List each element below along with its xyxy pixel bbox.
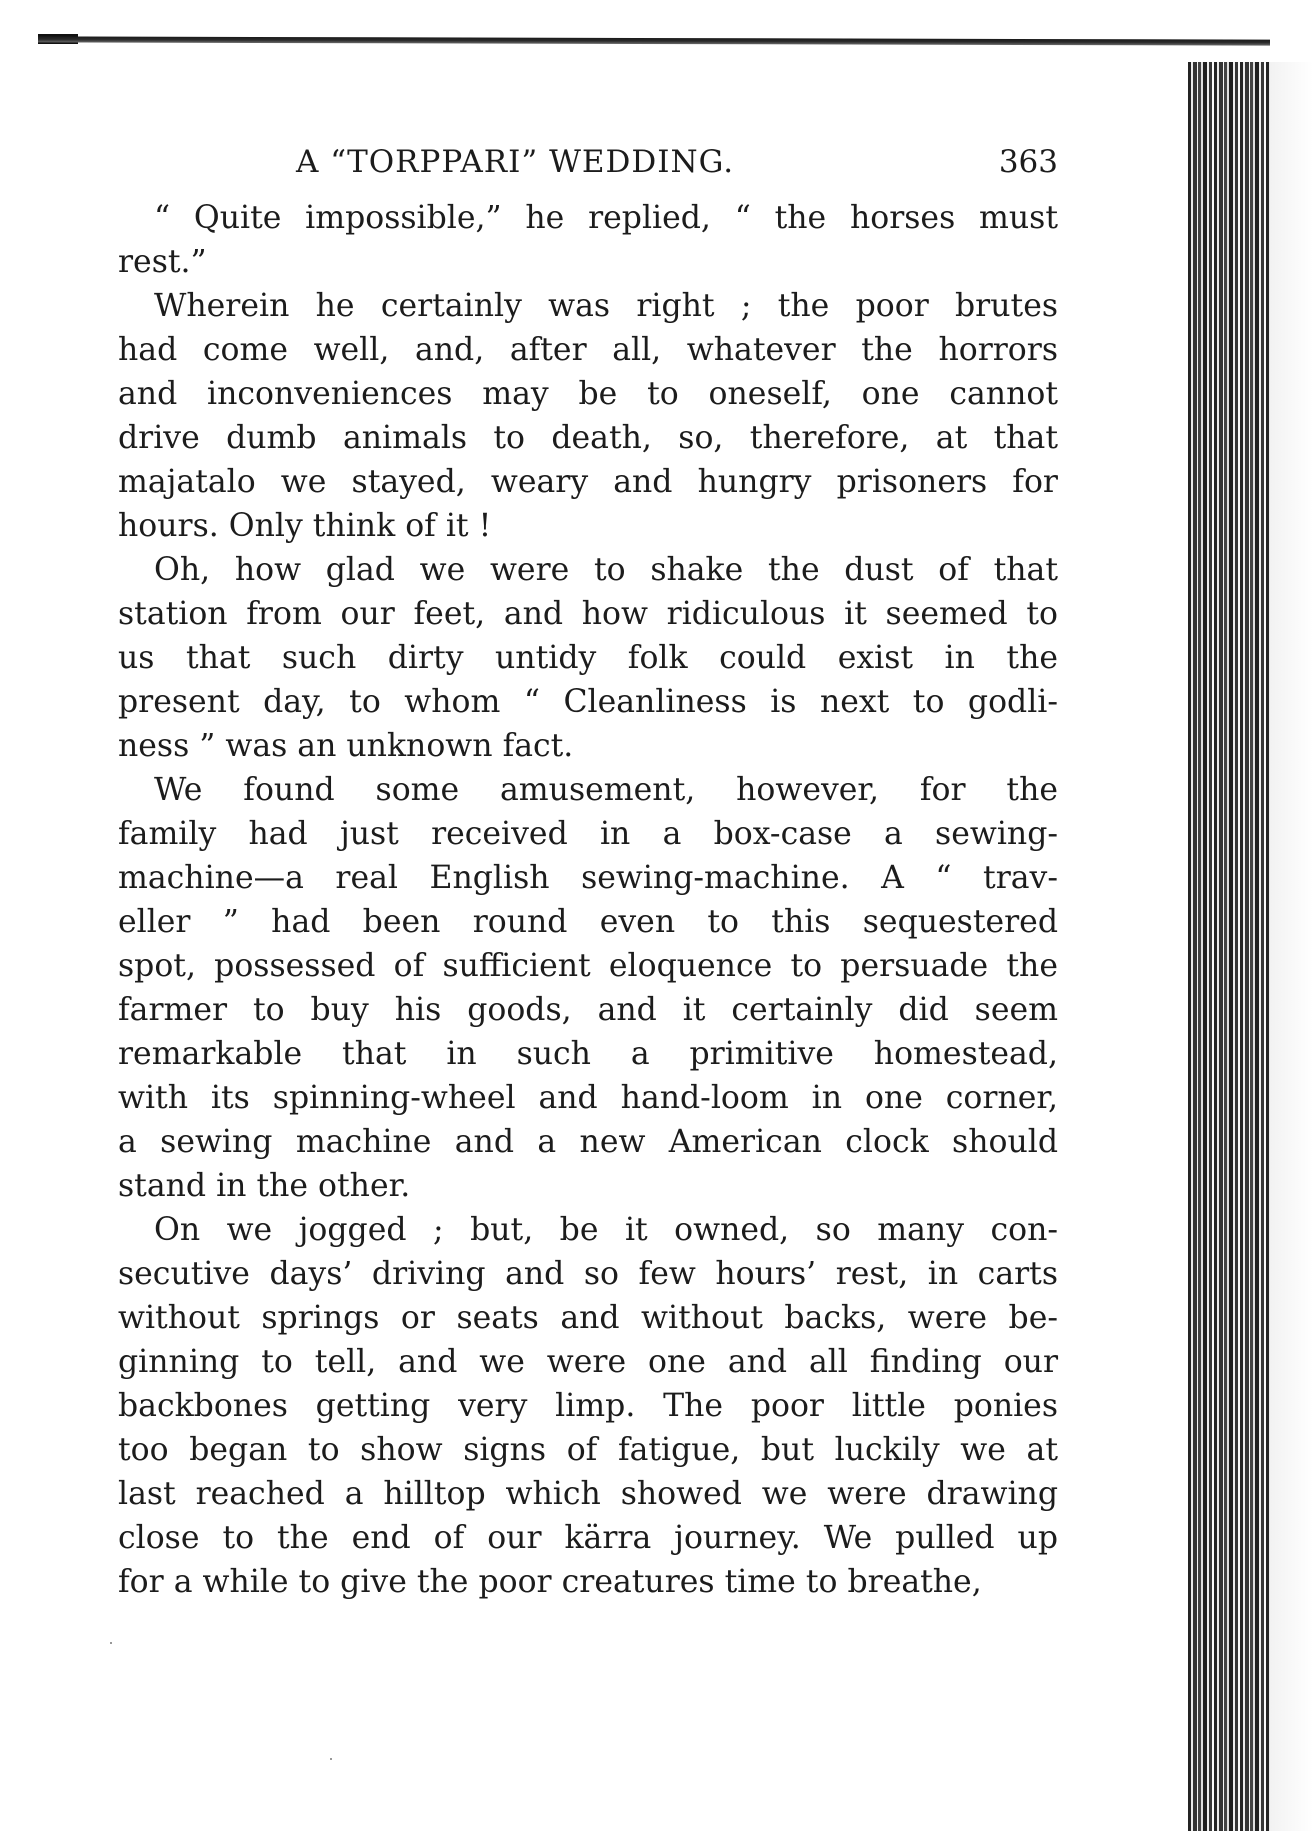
text-line: last reached a hilltop which showed we were drawing [118,1476,1058,1512]
page-number: 363 [998,144,1058,180]
text-line: with its spinning-wheel and hand-loom in one corner, [118,1080,1058,1116]
text-line: without springs or seats and without backs, were be- [118,1300,1058,1336]
paragraph [118,1208,1058,1604]
body-text [118,196,1058,1604]
text-line: had come well, and, after all, whatever the horrors [118,332,1058,368]
top-rule [38,36,1270,45]
text-line: On we jogged ; but, be it owned, so many con- [154,1212,1058,1248]
text-line: us that such dirty untidy folk could exist in the [118,640,1058,676]
text-line: too began to show signs of fatigue, but luckily we at [118,1432,1058,1468]
text-line: backbones getting very limp. The poor little ponies [118,1388,1058,1424]
text-line: for a while to give the poor creatures time to breathe, [118,1564,982,1600]
text-line: a sewing machine and a new American clock should [118,1124,1058,1160]
paragraph [118,768,1058,1208]
binding-shadow [1270,62,1313,1831]
text-line: stand in the other. [118,1168,411,1204]
paragraph [118,548,1058,768]
text-line: Wherein he certainly was right ; the poor brutes [154,288,1058,324]
paragraph [118,196,1058,284]
text-line: “ Quite impossible,” he replied, “ the horses must [154,200,1058,236]
running-title: A “TORPPARI” WEDDING. [296,144,735,180]
text-line: We found some amusement, however, for the [154,772,1058,808]
text-line: secutive days’ driving and so few hours’ rest, in carts [118,1256,1058,1292]
text-line: ginning to tell, and we were one and all finding our [118,1344,1058,1380]
text-line: ness ” was an unknown fact. [118,728,574,764]
scan-speck [330,1758,332,1760]
scan-speck [110,1642,112,1644]
text-line: spot, possessed of sufficient eloquence to persuade the [118,948,1058,984]
text-line: eller ” had been round even to this sequestered [118,904,1058,940]
text-line: majatalo we stayed, weary and hungry prisoners for [118,464,1058,500]
text-line: remarkable that in such a primitive homestead, [118,1036,1058,1072]
text-line: drive dumb animals to death, so, therefore, at that [118,420,1058,456]
text-line: hours. Only think of it ! [118,508,492,544]
text-line: station from our feet, and how ridiculous it seemed to [118,596,1058,632]
text-line: and inconveniences may be to oneself, one cannot [118,376,1058,412]
paragraph [118,284,1058,548]
text-line: family had just received in a box-case a sewing- [118,816,1058,852]
text-line: farmer to buy his goods, and it certainly did seem [118,992,1058,1028]
text-line: Oh, how glad we were to shake the dust of that [154,552,1058,588]
text-line: close to the end of our kärra journey. We pulled up [118,1520,1058,1556]
text-line: rest.” [118,244,207,280]
page-header [118,140,1058,190]
book-binding-edge [1188,62,1270,1831]
text-line: present day, to whom “ Cleanliness is next to godli- [118,684,1058,720]
text-line: machine—a real English sewing-machine. A “ trav- [118,860,1058,896]
